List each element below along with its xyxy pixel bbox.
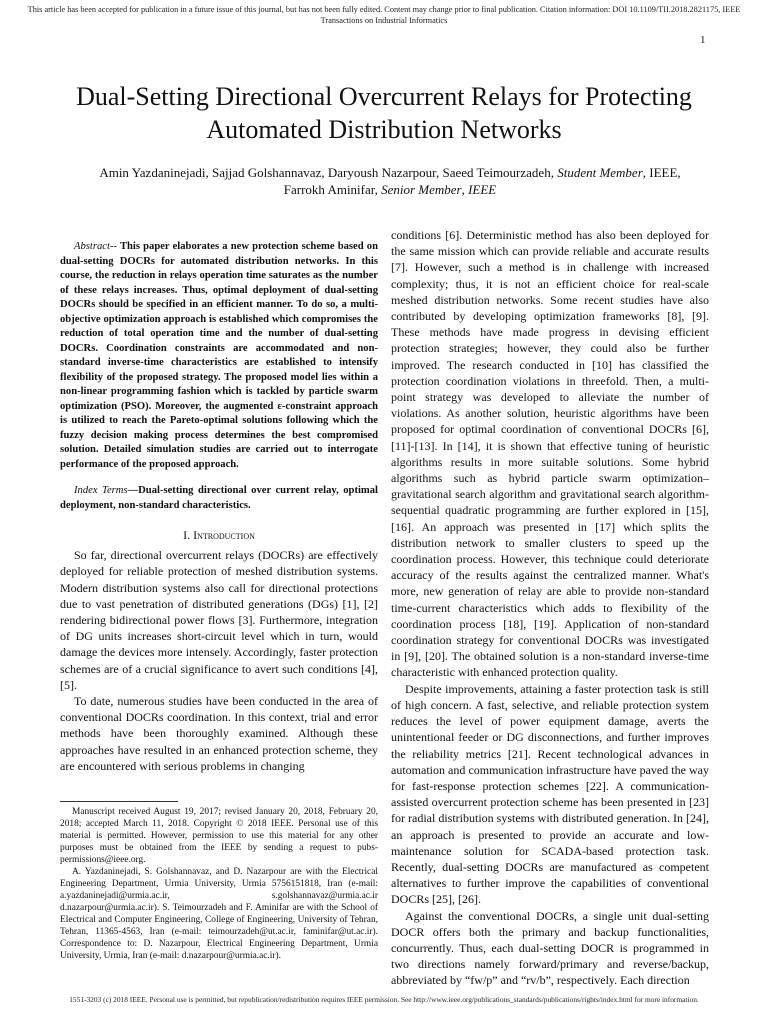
abstract-text: This paper elaborates a new protection scheme based on dual-setting DOCRs for automated distribution networks. In this course, the reduction in relays operation time saturates as the number of these relays increases. Thus, optimal deployment of dual-setting DOCRs should be specified in an efficient manner. To do so, a multi-objective optimization approach is established which compromises the reduction of total operation time and the number of dual-setting DOCRs. Coordination constraints are accommodated and non-standard inverse-time characteristics are established to intensify flexibility of the proposed strategy. The proposed model lies within a non-linear programming fashion which is tackled by particle swarm optimization (PSO). Moreover, the augmented ε-constraint approach is utilized to reach the Pareto-optimal solutions following which the fuzzy decision making process determines the best compromised solution. Detailed simulation studies are carried out to interrogate performance of the proposed approach. [60, 241, 378, 470]
author-names-a: Amin Yazdaninejadi, Sajjad Golshannavaz, Daryoush Nazarpour, Saeed Teimourzadeh, [99, 165, 558, 180]
author-org-a: IEEE [649, 165, 678, 180]
footnote-manuscript: Manuscript received August 19, 2017; revised January 20, 2018, February 20, 2018; accepted March 11, 2018. Copyright © 2018 IEEE. Personal use of this material is permitted. However, permission to use this material for any other purposes must be obtained from the IEEE by sending a request to pubs-permissions@ieee.org. [60, 807, 378, 865]
paper-title: Dual-Setting Directional Overcurrent Relays for Protecting Automated Distribution Networks [76, 82, 692, 144]
author-list [90, 164, 690, 198]
journal-notice-line-2: Transactions on Industrial Informatics [320, 16, 448, 25]
author-sep-b: , [461, 182, 469, 197]
body-paragraph: So far, directional overcurrent relays (DOCRs) are effectively deployed for reliable protection of meshed distribution systems. Modern distribution systems also call for directional protections due to vast penetration of distributed generations (DGs) [1], [2] rendering bidirectional power flows [3]. Furthermore, integration of DG units increases short-circuit level which in turn, would damage the devices more intensely. Accordingly, faster protection schemes are of a crucial significance to avert such conditions [4], [5]. [60, 548, 378, 692]
body-paragraph: Despite improvements, attaining a faster protection task is still of high concern. A fast, selective, and reliable protection system reduces the level of power equipment damage, averts the unintentional feeder or DG disconnections, and further improves the reliability metrics [21]. Recent technological advances in automation and communication infrastructure have paved the way for fast-response protection schemes [22]. A communication-assisted overcurrent protection scheme has been presented in [23] for radial distribution systems with distributed generation. In [24], an approach is presented to provide an accurate and low-maintenance solution for SCADA-based protection task. Recently, dual-setting DOCRs are manufactured as competent alternatives to further improve the capabilities of conventional DOCRs [25], [26]. [391, 681, 709, 907]
index-terms-text: —Dual-setting directional over current relay, optimal deployment, non-standard characteristics. [60, 485, 378, 511]
index-terms-label: Index Terms [74, 485, 128, 496]
footnote-divider [60, 801, 178, 802]
author-org-b: IEEE [468, 182, 497, 197]
abstract-label: Abstract-- [74, 241, 117, 252]
body-paragraph: To date, numerous studies have been conducted in the area of conventional DOCRs coordination. In this context, trial and error methods have been thoroughly examined. Although these approaches have resulted in an enhanced protection scheme, they are encountered with serious problems in changing [60, 694, 378, 773]
author-names-b: , Farrokh Aminifar, [283, 165, 681, 197]
copyright-notice: 1551-3203 (c) 2018 IEEE. Personal use is permitted, but republication/redistribution requires IEEE permission. See http://www.ieee.org/publications_standards/publications/rights/index.html for more information. [69, 995, 699, 1004]
right-column [391, 227, 709, 989]
footnote-affiliations: A. Yazdaninejadi, S. Golshannavaz, and D. Nazarpour are with the Electrical Engineering Department, Urmia University, Urmia 5756151818, Iran (e-mail: a.yazdaninejadi@urmia.ac.ir, s.golshannavaz@urmia.ac.ir d.nazarpour@urmia.ac.ir). S. Teimourzadeh and F. Aminifar are with the School of Electrical and Computer Engineering, College of Engineering, University of Tehran, Tehran, 11365-4563, Iran (e-mail: teimourzadeh@ut.ac.ir, faminifar@ut.ac.ir). Correspondence to: D. Nazarpour, Electrical Engineering Department, Urmia University, Urmia, Iran (e-mail: d.nazarpour@urmia.ac.ir). [60, 867, 378, 961]
author-role-b: Senior Member [381, 182, 462, 197]
body-paragraph: conditions [6]. Deterministic method has also been deployed for the same mission which can provide reliable and accurate results [7]. However, such a method is in challenge with increased complexity; thus, it is not an efficient choice for real-scale meshed distribution networks. Some recent studies have also contributed by developing optimization frameworks [8], [9]. These methods have made progress in devising efficient protection strategies; however, they could also be further improved. The research conducted in [10] has classified the protection coordination violations in threefold. Then, a multi-point strategy was developed to alleviate the number of violations. As another solution, heuristic algorithms have been proposed for optimal coordination of conventional DOCRs [6], [11]-[13]. In [14], it is shown that effective tuning of heuristic algorithms results in more suitable solutions. Some hybrid algorithms such as hybrid particle swarm optimization–gravitational search algorithm and gravitational search algorithm-sequential quadratic programming are further explored in [15], [16]. An approach was presented in [17] which splits the distribution network to smaller clusters to speed up the coordination process. However, this technique could deteriorate accuracy of the results against the centralized manner. What's more, new generation of relay are able to provide non-standard time-current characteristics which adds to flexibility of the coordination process [18], [19]. Application of non-standard coordination strategy for conventional DOCRs was investigated in [9], [20]. The obtained solution is a non-standard inverse-time characteristic with enhanced protection quality. [391, 228, 709, 680]
section-heading-introduction: I. Introduction [183, 528, 255, 542]
page-number: 1 [700, 34, 706, 46]
journal-notice [20, 4, 748, 26]
left-column [60, 240, 378, 774]
body-paragraph: Against the conventional DOCRs, a single unit dual-setting DOCR offers both the primary and backup functionalities, concurrently. Thus, each dual-setting DOCR is programmed in two directions namely forward/primary and reverse/backup, abbreviated by “fw/p” and “rv/b”, respectively. Each direction [391, 908, 709, 988]
index-terms [60, 484, 378, 513]
author-role-a: Student Member [557, 165, 643, 180]
journal-notice-line-1: This article has been accepted for publication in a future issue of this journal, but has not been fully edited. Content may change prior to final publication. Citation information: DOI 10.1109/TII.2018.2821175, IEEE [27, 5, 741, 14]
abstract [60, 240, 378, 472]
footnotes [60, 806, 378, 962]
author-sep-a: , [642, 165, 650, 180]
